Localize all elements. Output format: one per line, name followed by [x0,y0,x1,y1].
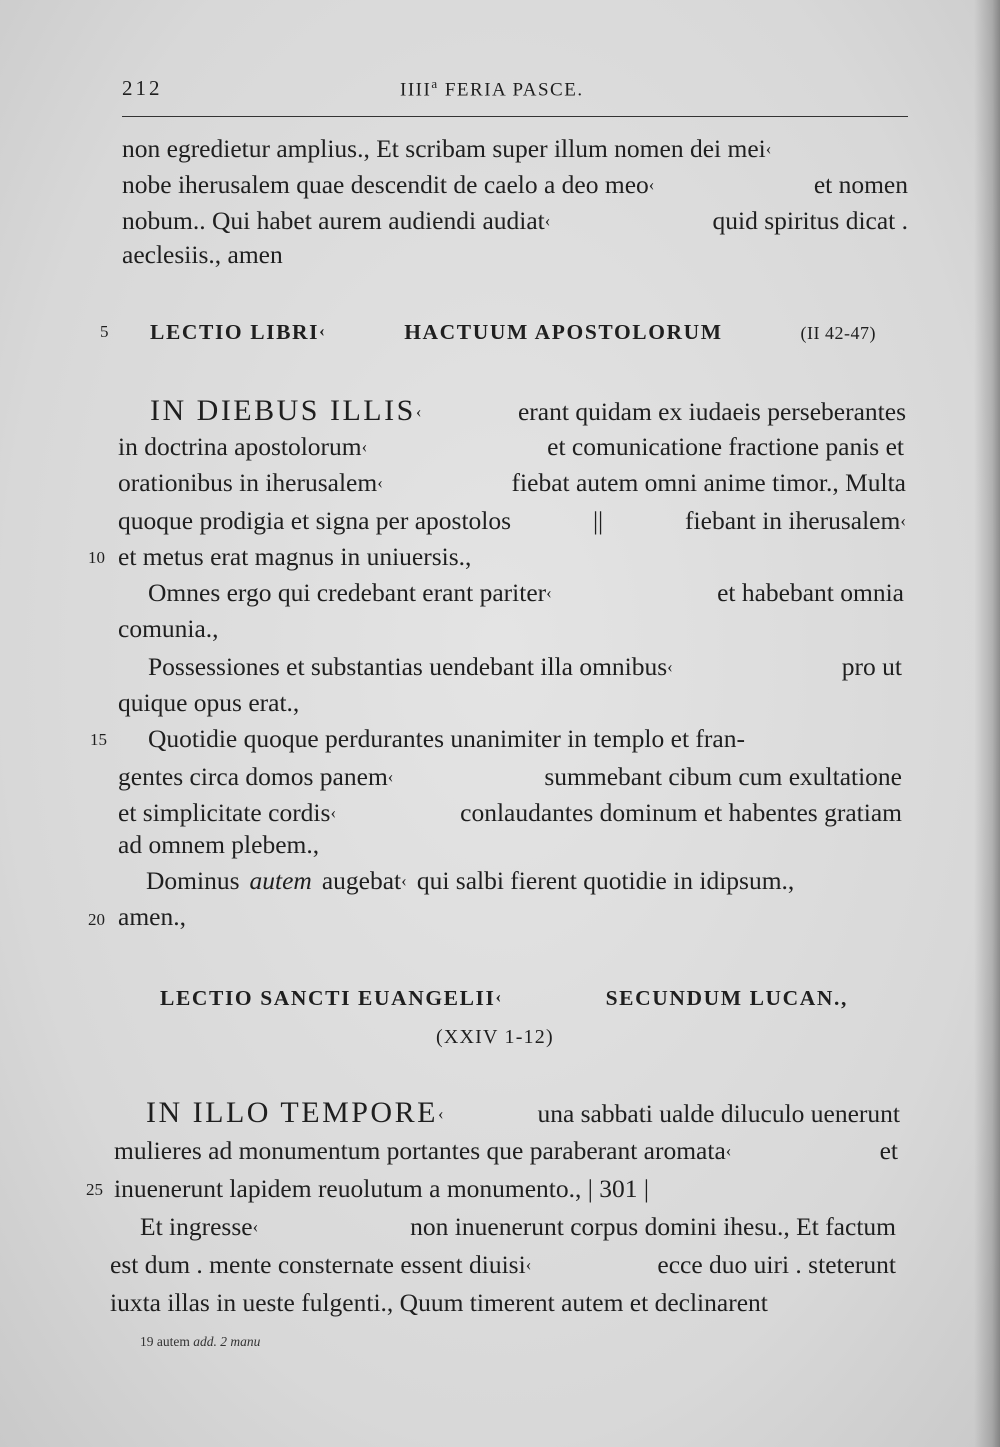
line-number: 10 [88,548,105,567]
line-number: 25 [86,1180,103,1199]
text-line: Dominus autem augebat‹ qui salbi fierent quotidie in idipsum., [146,866,795,895]
text-line: IN ILLO TEMPORE‹ una sabbati ualde diluculo uenerunt [146,1096,900,1129]
line-number: 20 [88,910,105,929]
text-line: non egredietur amplius., Et scribam super illum nomen dei mei ‹ [122,134,772,163]
running-head: IIII$^a$ FERIA PASCE. [400,76,584,101]
text-line: ad omnem plebem., [118,830,320,859]
line-number: 15 [90,730,107,749]
text-line: et metus erat magnus in uniuersis., [118,542,472,571]
text-line: iuxta illas in ueste fulgenti., Quum timerent autem et declinarent [110,1288,768,1317]
text-line: Omnes ergo qui credebant erant pariter‹ et habebant omnia [148,578,904,607]
page-number: 212 [122,76,163,100]
text-line: nobe iherusalem quae descendit de caelo a deo meo‹ et nomen [122,170,908,199]
text-line: est dum . mente consternate essent diuisi‹ ecce duo uiri . steterunt [110,1250,896,1279]
text-line: IN DIEBUS ILLIS‹ erant quidam ex iudaeis perseberantes [150,394,906,427]
text-line: quique opus erat., [118,688,300,717]
text-line: orationibus in iherusalem‹ fiebat autem omni anime timor., Multa [118,468,906,497]
text-line: Et ingresse‹ non inuenerunt corpus domini ihesu., Et factum [140,1212,896,1241]
text-line: mulieres ad monumentum portantes que paraberant aromata‹ et [114,1136,898,1165]
line-number: 5 [100,322,109,341]
text-line: Possessiones et substantias uendebant illa omnibus‹ pro ut [148,652,902,681]
text-line: inuenerunt lapidem reuolutum a monumento., | 301 | [114,1174,649,1203]
text-line: in doctrina apostolorum‹ et comunicatione fractione panis et [118,432,904,461]
section-heading: LECTIO LIBRI‹ HACTUUM APOSTOLORUM (II 42-47) [150,320,876,344]
header-rule [122,116,908,117]
text-line: gentes circa domos panem‹ summebant cibum cum exultatione [118,762,902,791]
page-gutter-shadow [974,0,1000,1447]
text-line: nobum.. Qui habet aurem audiendi audiat‹ quid spiritus dicat . [122,206,908,235]
text-line: quoque prodigia et signa per apostolos || fiebant in iherusalem‹ [118,506,906,535]
section-subheading: (XXIV 1-12) [436,1026,554,1048]
text-line: comunia., [118,614,219,643]
text-line: Quotidie quoque perdurantes unanimiter in templo et fran- [148,724,745,753]
text-line: et simplicitate cordis‹ conlaudantes dominum et habentes gratiam [118,798,902,827]
text-line: aeclesiis., amen [122,240,283,269]
footnote: 19 autem add. 2 manu [140,1334,261,1349]
text-line: amen., [118,902,186,931]
section-heading: LECTIO SANCTI EUANGELII‹ SECUNDUM LUCAN., [160,986,848,1010]
